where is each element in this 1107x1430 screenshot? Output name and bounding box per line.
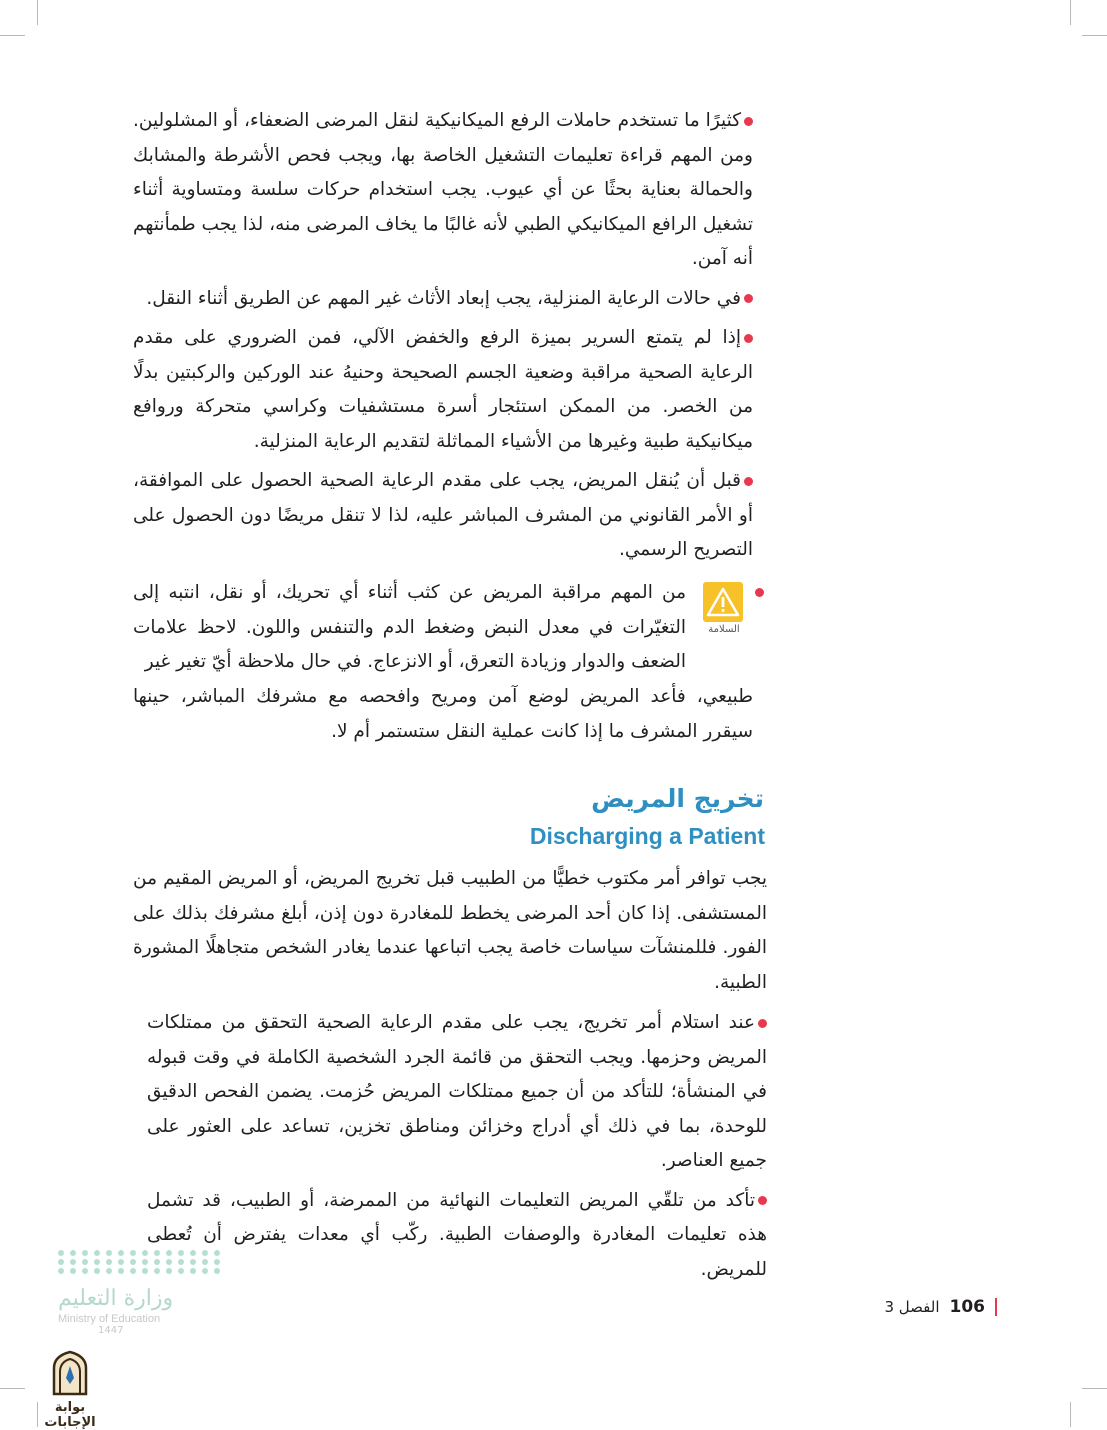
bullets-top (133, 104, 753, 573)
portal-label: بوابة الإجابات (44, 1400, 96, 1430)
crop-mark (0, 35, 25, 36)
bullet-dot (758, 1019, 767, 1028)
warning-icon (703, 582, 743, 622)
bullet-text: تأكد من تلقّي المريض التعليمات النهائية من الممرضة، أو الطبيب، قد تشمل هذه تعليمات المغادرة والوصفات الطبية. ركّب أي معدات يفترض أن تُعطى للمريض. (147, 1189, 767, 1280)
list-item (133, 1184, 767, 1288)
crop-mark (1082, 1388, 1107, 1389)
bullet-text: عند استلام أمر تخريج، يجب على مقدم الرعاية الصحية التحقق من ممتلكات المريض وحزمها. ويجب التحقق من قائمة الجرد الشخصية الكاملة في وقت قبوله في المنشأة؛ للتأكد من أن جميع ممتلكات المريض حُزمت. يضمن الفحص الدقيق للوحدة، بما في ذلك أي أدراج وخزائن ومناطق تخزين، تساعد على العثور على جميع العناصر. (147, 1012, 767, 1171)
bullet-text: كثيرًا ما تستخدم حاملات الرفع الميكانيكية لنقل المرضى الضعفاء، أو المشلولين. ومن المهم قراءة تعليمات التشغيل الخاصة بها، ويجب فحص الأشرطة والمشابك والحمالة بعناية بحثًا عن أي عيوب. يجب استخدام حركات سلسة ومتساوية أثناء تشغيل الرافع الميكانيكي الطبي لأنه غالبًا ما يخاف المرضى منه، لذا يجب طمأنتهم أنه آمن. (133, 110, 753, 269)
bullet-dot (755, 588, 764, 597)
page-footer (884, 1297, 997, 1317)
page-number: 106 (949, 1297, 985, 1317)
crop-mark (1070, 0, 1071, 25)
section-title-arabic: تخريج المريض (591, 784, 764, 813)
ministry-year: 1447 (98, 1325, 124, 1336)
safety-caption: السلامة (708, 624, 740, 635)
crop-mark (1070, 1402, 1071, 1427)
section-intro: يجب توافر أمر مكتوب خطيًّا من الطبيب قبل تخريج المريض، أو المريض المقيم من المستشفى. إذا كان أحد المرضى يخطط للمغادرة دون إذن، أبلغ مشرفك بذلك على الفور. فللمنشآت سياسات خاصة يجب اتباعها عندما يغادر الشخص متجاهلًا المشورة الطبية. (133, 868, 767, 993)
bullet-dot (744, 294, 753, 303)
list-item (133, 1006, 767, 1179)
answers-portal-logo (30, 1350, 110, 1430)
mosque-icon (48, 1350, 92, 1396)
bullet-dot (744, 334, 753, 343)
list-item (133, 321, 753, 459)
section-body (133, 862, 767, 1292)
list-item (133, 282, 753, 317)
bullet-dot (758, 1196, 767, 1205)
section-title-english: Discharging a Patient (529, 823, 765, 849)
crop-mark (37, 0, 38, 25)
bullet-text: قبل أن يُنقل المريض، يجب على مقدم الرعاية الصحية الحصول على الموافقة، أو الأمر القانوني من المشرف المباشر عليه، لذا لا تنقل مريضًا دون الحصول على التصريح الرسمي. (133, 470, 753, 560)
crop-mark (0, 1388, 25, 1389)
safety-callout (703, 582, 745, 635)
ministry-logo (58, 1250, 208, 1336)
list-item (133, 104, 753, 277)
safety-text-continued: طبيعي، فأعد المريض لوضع آمن ومريح وافحصه مع مشرفك المباشر، حينها سيقرر المشرف ما إذا كانت عملية النقل ستستمر أم لا. (133, 686, 753, 742)
footer-divider (995, 1298, 997, 1316)
bullet-dot (744, 117, 753, 126)
crop-mark (1082, 35, 1107, 36)
chapter-label: الفصل 3 (884, 1298, 940, 1316)
ministry-name-arabic: وزارة التعليم (58, 1286, 174, 1311)
list-item (133, 464, 753, 568)
bullet-text: في حالات الرعاية المنزلية، يجب إبعاد الأثاث غير المهم عن الطريق أثناء النقل. (146, 287, 741, 309)
bullet-dot (744, 477, 753, 486)
ministry-name-english: Ministry of Education (58, 1313, 161, 1325)
ministry-dots-icon (58, 1250, 208, 1274)
safety-text: من المهم مراقبة المريض عن كثب أثناء أي تحريك، أو نقل، انتبه إلى التغيّرات في معدل النبض وضغط الدم والتنفس واللون. لاحظ علامات الضعف والدوار وزيادة التعرق، أو الانزعاج. في حال ملاحظة أيّ تغير غير (133, 582, 686, 672)
bullet-text: إذا لم يتمتع السرير بميزة الرفع والخفض الآلي، فمن الضروري على مقدم الرعاية الصحية مراقبة وضعية الجسم الصحيحة وحنيهُ عند الوركين والركبتين بدلًا من الخصر. من الممكن استئجار أسرة مستشفيات وكراسي متحركة وروافع ميكانيكية طبية وغيرها من الأشياء المماثلة لتقديم الرعاية المنزلية. (133, 327, 753, 452)
